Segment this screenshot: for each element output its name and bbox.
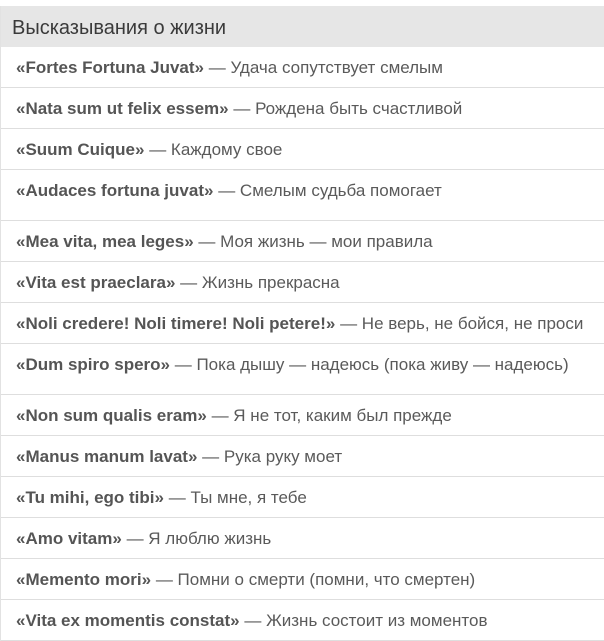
translation: — Ты мне, я тебе — [168, 488, 307, 507]
latin-phrase: «Memento mori» — [16, 570, 152, 589]
translation: — Каждому свое — [149, 140, 283, 159]
latin-phrase: «Fortes Fortuna Juvat» — [16, 58, 204, 77]
translation: — Рука руку моет — [202, 447, 343, 466]
table-row — [1, 303, 604, 344]
translation: — Не верь, не бойся, не проси — [340, 314, 584, 333]
latin-phrase: «Tu mihi, ego tibi» — [16, 488, 164, 507]
quotes-table — [0, 6, 604, 641]
translation: — Моя жизнь — мои правила — [198, 232, 433, 251]
translation: — Я люблю жизнь — [126, 529, 272, 548]
latin-phrase: «Nata sum ut felix essem» — [16, 99, 229, 118]
translation: — Рождена быть счастливой — [233, 99, 463, 118]
latin-phrase: «Vita ex momentis constat» — [16, 611, 240, 630]
table-row — [1, 344, 604, 395]
translation: — Жизнь прекрасна — [180, 273, 340, 292]
table-row — [1, 129, 604, 170]
table-header — [1, 6, 604, 47]
translation: — Удача сопутствует смелым — [208, 58, 443, 77]
translation: — Пока дышу — надеюсь (пока живу — надеюсь) — [174, 355, 569, 374]
table-row — [1, 47, 604, 88]
latin-phrase: «Audaces fortuna juvat» — [16, 181, 214, 200]
table-row — [1, 88, 604, 129]
latin-phrase: «Vita est praeclara» — [16, 273, 176, 292]
table-row — [1, 395, 604, 436]
table-row — [1, 600, 604, 641]
table-row — [1, 518, 604, 559]
table-title: Высказывания о жизни — [12, 17, 227, 39]
table-row — [1, 221, 604, 262]
latin-phrase: «Suum Cuique» — [16, 140, 145, 159]
latin-phrase: «Amo vitam» — [16, 529, 122, 548]
table-row — [1, 262, 604, 303]
translation: — Помни о смерти (помни, что смертен) — [155, 570, 476, 589]
latin-phrase: «Noli credere! Noli timere! Noli petere!» — [16, 314, 336, 333]
latin-phrase: «Non sum qualis eram» — [16, 406, 207, 425]
table-row — [1, 170, 604, 221]
translation: — Смелым судьба помогает — [218, 181, 442, 200]
table-row — [1, 477, 604, 518]
latin-phrase: «Mea vita, mea leges» — [16, 232, 194, 251]
translation: — Жизнь состоит из моментов — [244, 611, 488, 630]
translation: — Я не тот, каким был прежде — [211, 406, 452, 425]
table-row — [1, 436, 604, 477]
latin-phrase: «Dum spiro spero» — [16, 355, 170, 374]
latin-phrase: «Manus manum lavat» — [16, 447, 198, 466]
table-row — [1, 559, 604, 600]
